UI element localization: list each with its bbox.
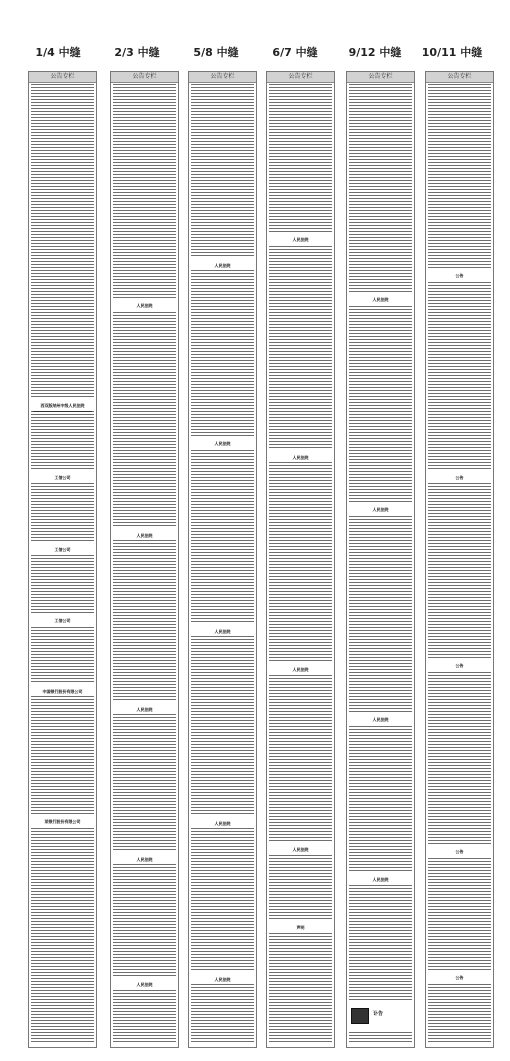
column-header: 公告专栏 bbox=[29, 72, 96, 83]
notice-title: 人民法院 bbox=[111, 302, 178, 310]
column-header: 公告专栏 bbox=[347, 72, 414, 83]
notice-title: 公告 bbox=[426, 974, 493, 982]
notice-text-block bbox=[191, 84, 254, 1044]
notice-column-2 bbox=[110, 71, 179, 1048]
notice-title: 人民法院 bbox=[111, 981, 178, 989]
notice-text-block bbox=[31, 84, 94, 1044]
notice-title: 人民法院 bbox=[189, 820, 256, 828]
notice-title: 人民法院 bbox=[189, 262, 256, 270]
notice-title: 人民法院 bbox=[347, 876, 414, 884]
notice-title: 人民法院 bbox=[347, 506, 414, 514]
obituary-title: 讣告 bbox=[373, 1011, 384, 1017]
notice-title: 人民法院 bbox=[189, 976, 256, 984]
column-label-1: 1/4 中缝 bbox=[35, 46, 81, 59]
notice-title: 人民法院 bbox=[111, 856, 178, 864]
notice-text-block bbox=[349, 84, 412, 1044]
column-label-3: 5/8 中缝 bbox=[193, 46, 239, 59]
notice-text-block bbox=[113, 84, 176, 1044]
notice-title: 某银行股份有限公司 bbox=[29, 818, 96, 826]
notice-title: 人民法院 bbox=[347, 296, 414, 304]
notice-title: 公告 bbox=[426, 662, 493, 670]
notice-title: 人民法院 bbox=[267, 454, 334, 462]
notice-title: 中国银行股份有限公司 bbox=[29, 688, 96, 696]
column-header: 公告专栏 bbox=[111, 72, 178, 83]
notice-title: 人民法院 bbox=[189, 440, 256, 448]
notice-title: 声明 bbox=[267, 924, 334, 932]
notice-title: 人民法院 bbox=[111, 706, 178, 714]
notice-title: 人民法院 bbox=[189, 628, 256, 636]
column-label-2: 2/3 中缝 bbox=[114, 46, 160, 59]
notice-text-block bbox=[428, 84, 491, 1044]
notice-title: 人民法院 bbox=[267, 846, 334, 854]
column-label-5: 9/12 中缝 bbox=[348, 46, 402, 59]
column-label-4: 6/7 中缝 bbox=[272, 46, 318, 59]
notice-title: 工信公司 bbox=[29, 474, 96, 482]
portrait-photo bbox=[351, 1008, 369, 1024]
notice-title: 西双版纳州中级人民法院 bbox=[29, 402, 96, 410]
notice-column-1 bbox=[28, 71, 97, 1048]
notice-title: 人民法院 bbox=[267, 666, 334, 674]
notice-title: 人民法院 bbox=[347, 716, 414, 724]
notice-title: 人民法院 bbox=[267, 236, 334, 244]
notice-column-3 bbox=[188, 71, 257, 1048]
column-header: 公告专栏 bbox=[189, 72, 256, 83]
notice-title: 公告 bbox=[426, 474, 493, 482]
notice-title: 人民法院 bbox=[111, 532, 178, 540]
column-label-6: 10/11 中缝 bbox=[421, 46, 483, 59]
notice-column-4 bbox=[266, 71, 335, 1048]
notice-column-6 bbox=[425, 71, 494, 1048]
notice-title: 工信公司 bbox=[29, 617, 96, 625]
notice-text-block bbox=[269, 84, 332, 1044]
column-header: 公告专栏 bbox=[426, 72, 493, 83]
notice-title: 公告 bbox=[426, 848, 493, 856]
notice-title: 公告 bbox=[426, 272, 493, 280]
notice-column-5 bbox=[346, 71, 415, 1048]
column-header: 公告专栏 bbox=[267, 72, 334, 83]
notice-title: 工信公司 bbox=[29, 546, 96, 554]
